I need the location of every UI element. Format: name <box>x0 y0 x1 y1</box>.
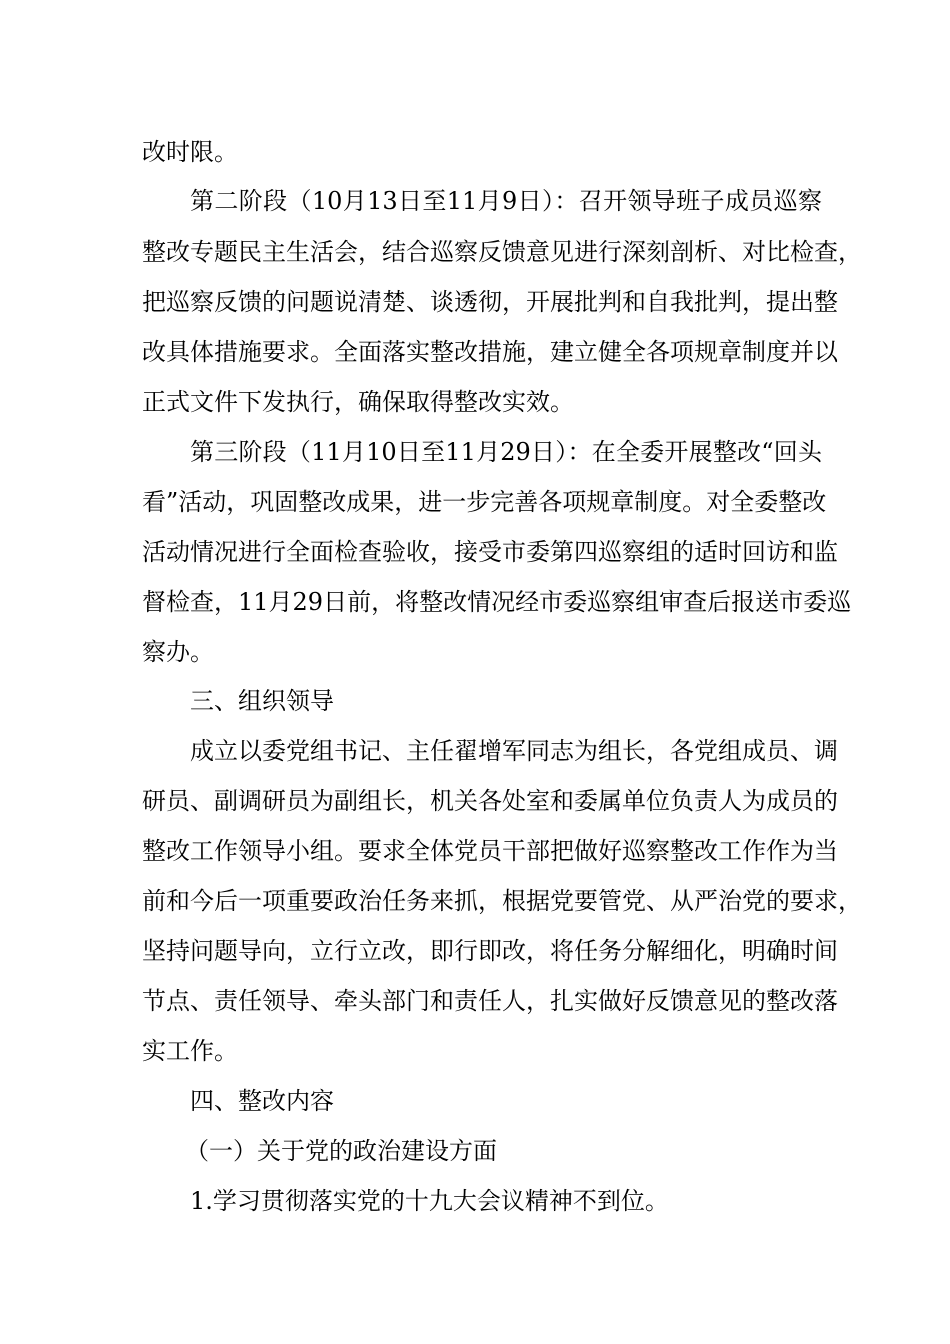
paragraph-start-line: 成立以委党组书记、主任翟增军同志为组长，各党组成员、调 <box>190 737 838 765</box>
text-line: 整改工作领导小组。要求全体党员干部把做好巡察整改工作作为当 <box>142 837 838 865</box>
section-heading: 四、整改内容 <box>190 1087 334 1115</box>
list-item: 1.学习贯彻落实党的十九大会议精神不到位。 <box>190 1187 669 1215</box>
text-line: 正式文件下发执行，确保取得整改实效。 <box>142 388 574 416</box>
text-line: 整改专题民主生活会，结合巡察反馈意见进行深刻剖析、对比检查， <box>142 238 862 266</box>
section-heading: 三、组织领导 <box>190 687 334 715</box>
subsection-heading: （一）关于党的政治建设方面 <box>185 1137 497 1165</box>
paragraph-start-line: 第二阶段（10月13日至11月9日）：召开领导班子成员巡察 <box>190 187 822 215</box>
text-line: 研员、副调研员为副组长，机关各处室和委属单位负责人为成员的 <box>142 787 838 815</box>
text-line: 察办。 <box>142 638 214 666</box>
paragraph-start-line: 第三阶段（11月10日至11月29日）：在全委开展整改“回头 <box>190 438 822 466</box>
text-line: 坚持问题导向，立行立改，即行即改，将任务分解细化，明确时间 <box>142 937 838 965</box>
text-line: 改时限。 <box>142 138 238 166</box>
text-line: 前和今后一项重要政治任务来抓，根据党要管党、从严治党的要求， <box>142 887 862 915</box>
text-line: 改具体措施要求。全面落实整改措施，建立健全各项规章制度并以 <box>142 338 838 366</box>
text-line: 把巡察反馈的问题说清楚、谈透彻，开展批判和自我批判，提出整 <box>142 288 838 316</box>
text-line: 督检查，11月29日前，将整改情况经市委巡察组审查后报送市委巡 <box>142 588 852 616</box>
text-line: 节点、责任领导、牵头部门和责任人，扎实做好反馈意见的整改落 <box>142 987 838 1015</box>
text-line: 看”活动，巩固整改成果，进一步完善各项规章制度。对全委整改 <box>142 488 827 516</box>
text-line: 活动情况进行全面检查验收，接受市委第四巡察组的适时回访和监 <box>142 538 838 566</box>
text-line: 实工作。 <box>142 1037 238 1065</box>
